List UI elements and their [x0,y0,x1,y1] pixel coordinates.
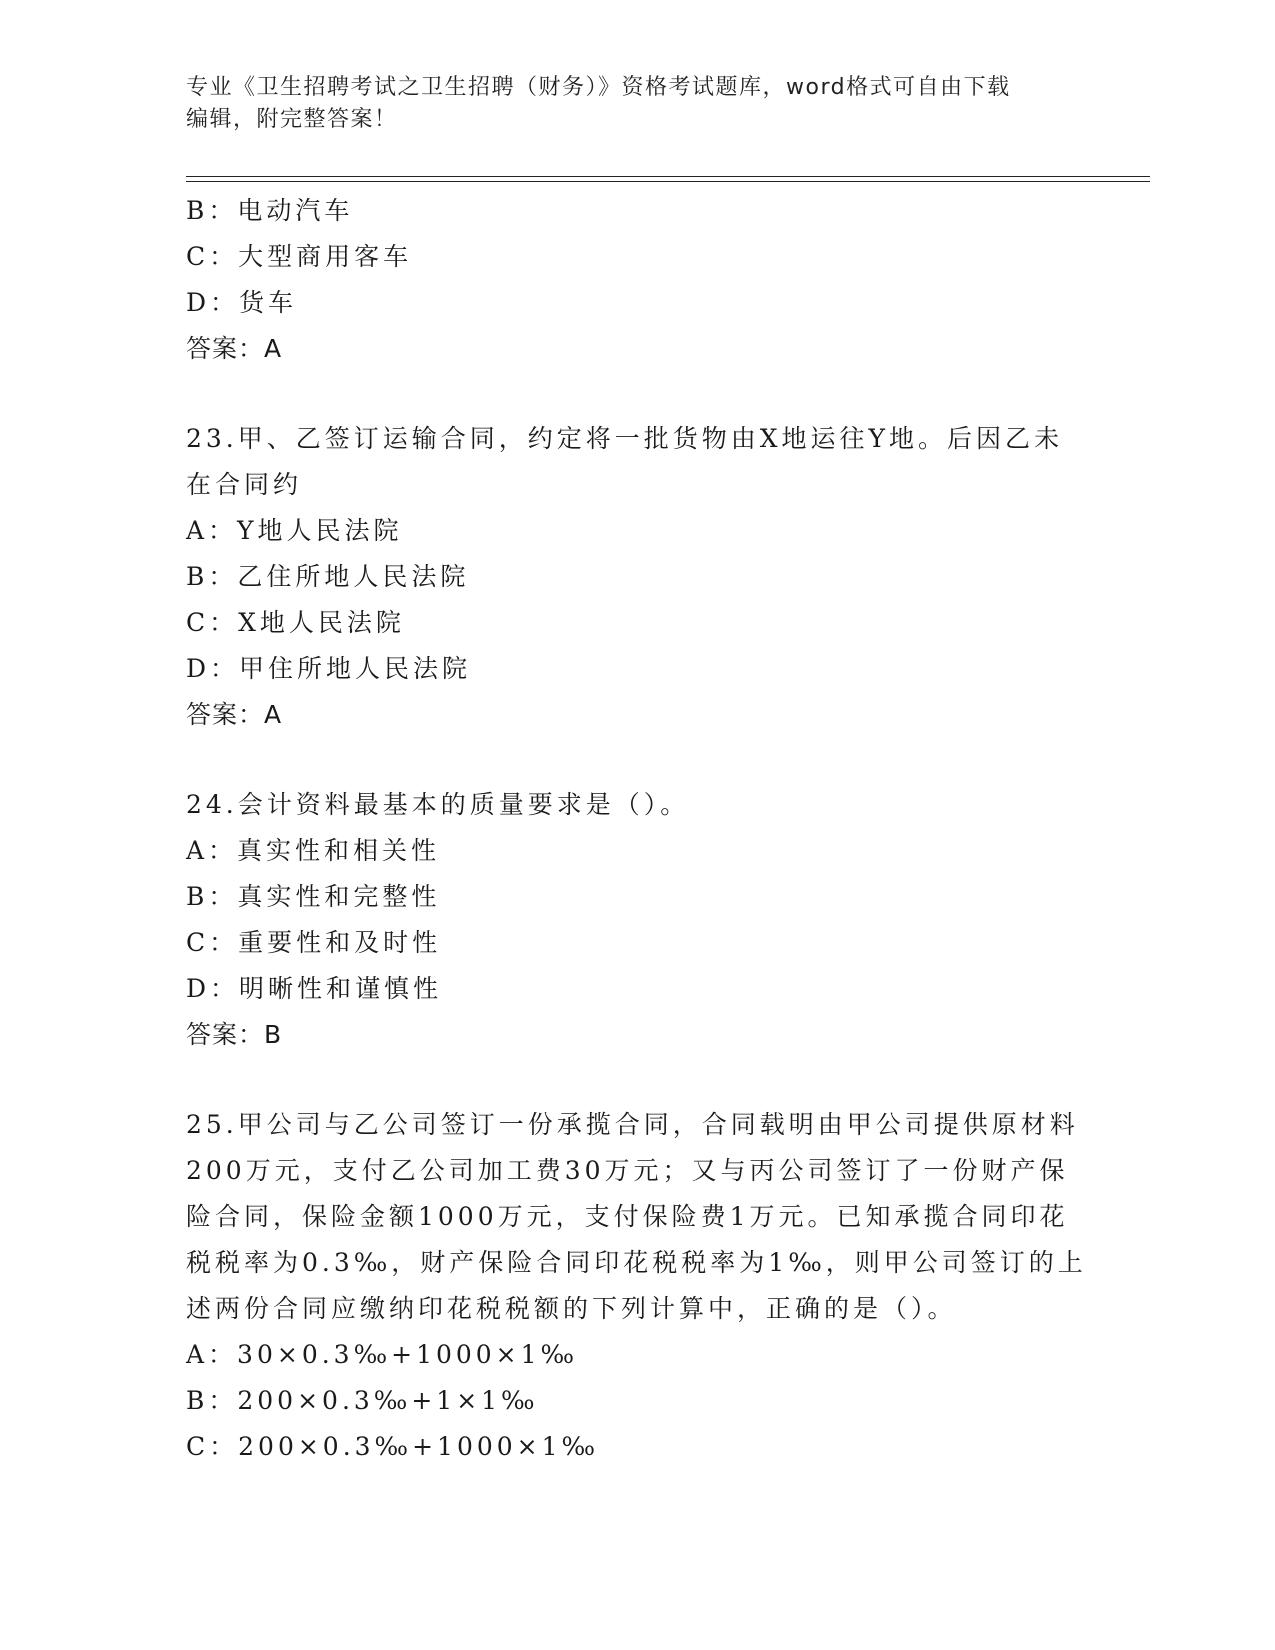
option-c: C：重要性和及时性 [186,928,442,957]
header-divider-bottom [186,181,1150,182]
stem-line: 在合同约 [186,470,303,499]
question-list [186,188,1087,1470]
question-25 [186,1102,1087,1470]
option-b: B：200×0.3‰+1×1‰ [186,1386,539,1415]
stem-line: 23.甲、乙签订运输合同，约定将一批货物由X地运往Y地。后因乙未 [186,424,1064,453]
document-header [186,72,1066,136]
spacer [186,738,1066,782]
header-line-2: 编辑，附完整答案！ [186,107,398,132]
option-d: D：货车 [186,288,298,317]
question-stem [186,1102,1087,1332]
option-d: D：甲住所地人民法院 [186,654,472,683]
question-24 [186,782,1066,1058]
option-c: C：大型商用客车 [186,242,413,271]
option-b: B：电动汽车 [186,196,354,225]
stem-line: 24.会计资料最基本的质量要求是（）。 [186,790,690,819]
spacer [186,372,1066,416]
stem-line: 税税率为0.3‰，财产保险合同印花税税率为1‰，则甲公司签订的上 [186,1248,1087,1277]
question-23 [186,416,1066,738]
option-a: A：真实性和相关性 [186,836,441,865]
option-a: A：30×0.3‰+1000×1‰ [186,1340,579,1369]
stem-line: 200万元，支付乙公司加工费30万元；又与丙公司签订了一份财产保 [186,1156,1069,1185]
answer: 答案：A [186,700,283,729]
stem-line: 述两份合同应缴纳印花税税额的下列计算中，正确的是（）。 [186,1294,957,1323]
answer: 答案：B [186,1020,283,1049]
option-c: C：200×0.3‰+1000×1‰ [186,1432,600,1461]
option-d: D：明晰性和谨慎性 [186,974,443,1003]
option-a: A：Y地人民法院 [186,516,403,545]
stem-line: 25.甲公司与乙公司签订一份承揽合同，合同载明由甲公司提供原材料 [186,1110,1079,1139]
stem-line: 险合同，保险金额1000万元，支付保险费1万元。已知承揽合同印花 [186,1202,1069,1231]
question-22 [186,188,1066,372]
header-line-1: 专业《卫生招聘考试之卫生招聘（财务）》资格考试题库，word格式可自由下载 [186,75,1011,100]
option-b: B：真实性和完整性 [186,882,441,911]
option-c: C：X地人民法院 [186,608,405,637]
question-stem [186,782,1066,828]
spacer [186,1058,1066,1102]
option-b: B：乙住所地人民法院 [186,562,470,591]
answer: 答案：A [186,334,283,363]
question-stem [186,416,1066,508]
header-divider-top [186,176,1150,177]
